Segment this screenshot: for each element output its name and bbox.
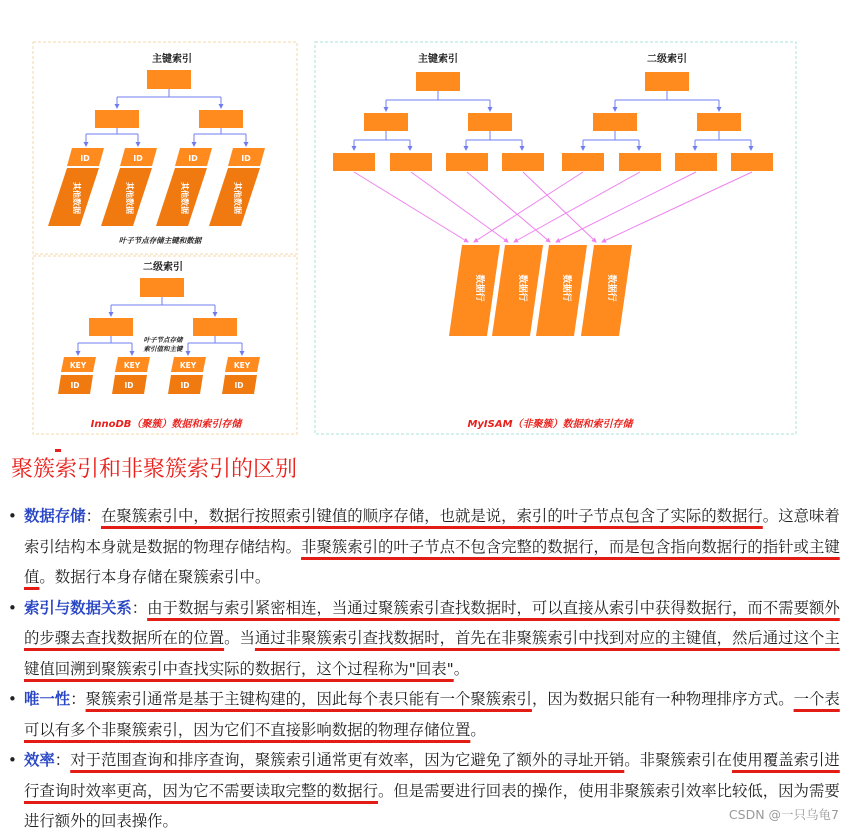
point-text-underlined: 由于数据与索引紧密相连，当通过聚簇索引查找数据时，可以直接从索引中获得数据行，而不需要额外的步骤去查找数据所在的位置 (24, 598, 840, 647)
myisam-caption: MyISAM（非聚簇）数据和索引存储 (467, 419, 633, 430)
list-item (6, 684, 842, 745)
point-text: 。这意味着索引结构本身就是数据的物理存储结构。 (24, 507, 840, 556)
svg-text:ID: ID (133, 154, 143, 163)
list-item (6, 745, 842, 837)
myisam-primary-leaf-node (446, 153, 488, 171)
point-colon: ： (70, 690, 86, 708)
point-text: 。 (453, 659, 470, 678)
innodb-secondary-internal-node (89, 318, 133, 336)
svg-text:数据行: 数据行 (517, 274, 527, 302)
point-text: 。非聚簇索引在 (624, 751, 733, 769)
svg-text:ID: ID (70, 381, 80, 390)
innodb-secondary-leaf (112, 357, 150, 394)
myisam-primary-internal-node (468, 113, 512, 131)
list-item (6, 593, 842, 685)
innodb-secondary-root-node (140, 278, 184, 297)
point-colon: ： (54, 751, 71, 769)
svg-text:KEY: KEY (123, 361, 141, 370)
bullet-icon: • (8, 507, 17, 525)
myisam-secondary-internal-node (593, 113, 637, 131)
innodb-secondary-note-line2: 索引值和主键 (143, 345, 183, 353)
list-item (6, 501, 842, 593)
myisam-primary-leaf-node (502, 153, 544, 171)
svg-text:其他数据: 其他数据 (233, 182, 242, 214)
svg-text:KEY: KEY (69, 361, 87, 370)
point-text: 。当 (224, 629, 255, 647)
svg-text:其他数据: 其他数据 (72, 182, 81, 214)
innodb-secondary-title: 二级索引 (143, 262, 183, 273)
point-term: 唯一性 (24, 690, 71, 708)
svg-text:KEY: KEY (179, 361, 197, 370)
myisam-secondary-title: 二级索引 (647, 54, 687, 65)
innodb-primary-internal-node (199, 110, 243, 128)
myisam-secondary-internal-node (697, 113, 741, 131)
svg-text:ID: ID (180, 381, 190, 390)
myisam-primary-title: 主键索引 (418, 54, 458, 65)
point-text: 。但是需要进行回表的操作，使用非聚簇索引效率比较低，因为需要进行额外的回表操作。 (24, 781, 840, 830)
svg-text:ID: ID (80, 154, 90, 163)
myisam-secondary-leaf-node (675, 153, 717, 171)
innodb-secondary-leaf (222, 357, 260, 394)
point-text-underlined: 通过非聚簇索引查找数据时，首先在非聚簇索引中找到对应的主键值，然后通过这个主键值回溯到聚簇索引中查找实际的数据行，这个过程称为"回表" (24, 629, 840, 678)
svg-text:数据行: 数据行 (561, 274, 571, 302)
point-term: 效率 (24, 751, 55, 769)
svg-text:数据行: 数据行 (606, 274, 616, 302)
difference-list (6, 501, 842, 837)
svg-text:ID: ID (241, 154, 251, 163)
myisam-secondary-root-node (645, 72, 689, 91)
point-text-underlined: 聚簇索引通常是基于主键构建的，因此每个表只能有一个聚簇索引 (85, 690, 532, 708)
myisam-primary-root-node (416, 72, 460, 91)
myisam-panel (315, 42, 796, 434)
point-text-underlined: 使用覆盖索引进行查询时效率更高，因为它不需要读取完整的数据行 (24, 751, 840, 800)
innodb-secondary-leaf (58, 357, 96, 394)
svg-text:ID: ID (124, 381, 134, 390)
myisam-secondary-leaf-node (562, 153, 604, 171)
csdn-watermark: CSDN @一只乌龟7 (728, 807, 839, 822)
point-colon: ： (85, 507, 101, 525)
innodb-secondary-internal-node (193, 318, 237, 336)
point-text-underlined: 一个表可以有多个非聚簇索引，因为它们不直接影响数据的物理存储位置 (24, 690, 840, 739)
myisam-secondary-leaf-node (619, 153, 661, 171)
point-text-underlined: 在聚簇索引中，数据行按照索引键值的顺序存储，也就是说，索引的叶子节点包含了实际的数据行 (100, 507, 763, 525)
svg-text:其他数据: 其他数据 (125, 182, 134, 214)
point-text: 。数据行本身存储在聚簇索引中。 (39, 568, 271, 586)
point-text: 。 (470, 720, 486, 739)
svg-text:ID: ID (188, 154, 198, 163)
myisam-primary-internal-node (364, 113, 408, 131)
point-text-underlined: 对于范围查询和排序查询，聚簇索引通常更有效率，因为它避免了额外的寻址开销 (70, 751, 625, 769)
innodb-caption: InnoDB（聚簇）数据和索引存储 (90, 419, 242, 430)
innodb-leaf-note: 叶子节点存储主键和数据 (118, 236, 202, 245)
svg-text:ID: ID (234, 381, 244, 390)
svg-text:KEY: KEY (233, 361, 251, 370)
point-term: 数据存储 (24, 507, 86, 525)
myisam-secondary-leaf-node (731, 153, 773, 171)
myisam-primary-leaf-node (333, 153, 375, 171)
innodb-primary-root-node (147, 70, 191, 89)
point-term: 索引与数据关系 (24, 598, 132, 617)
innodb-secondary-leaf (168, 357, 206, 394)
bullet-icon: • (8, 598, 17, 617)
innodb-primary-title: 主键索引 (152, 54, 192, 65)
bullet-icon: • (8, 751, 17, 769)
point-colon: ： (131, 598, 148, 617)
section-title: 聚簇索引和非聚簇索引的区别 (11, 457, 298, 482)
point-text-underlined: 非聚簇索引的叶子节点不包含完整的数据行，而是包含指向数据行的指针或主键值 (24, 537, 840, 586)
myisam-primary-leaf-node (390, 153, 432, 171)
innodb-secondary-note-line1: 叶子节点存储 (143, 336, 183, 344)
svg-text:其他数据: 其他数据 (180, 182, 189, 214)
innodb-primary-internal-node (95, 110, 139, 128)
point-text: ，因为数据只能有一种物理排序方式。 (531, 690, 794, 708)
svg-text:数据行: 数据行 (474, 274, 484, 302)
bullet-icon: • (8, 690, 17, 708)
